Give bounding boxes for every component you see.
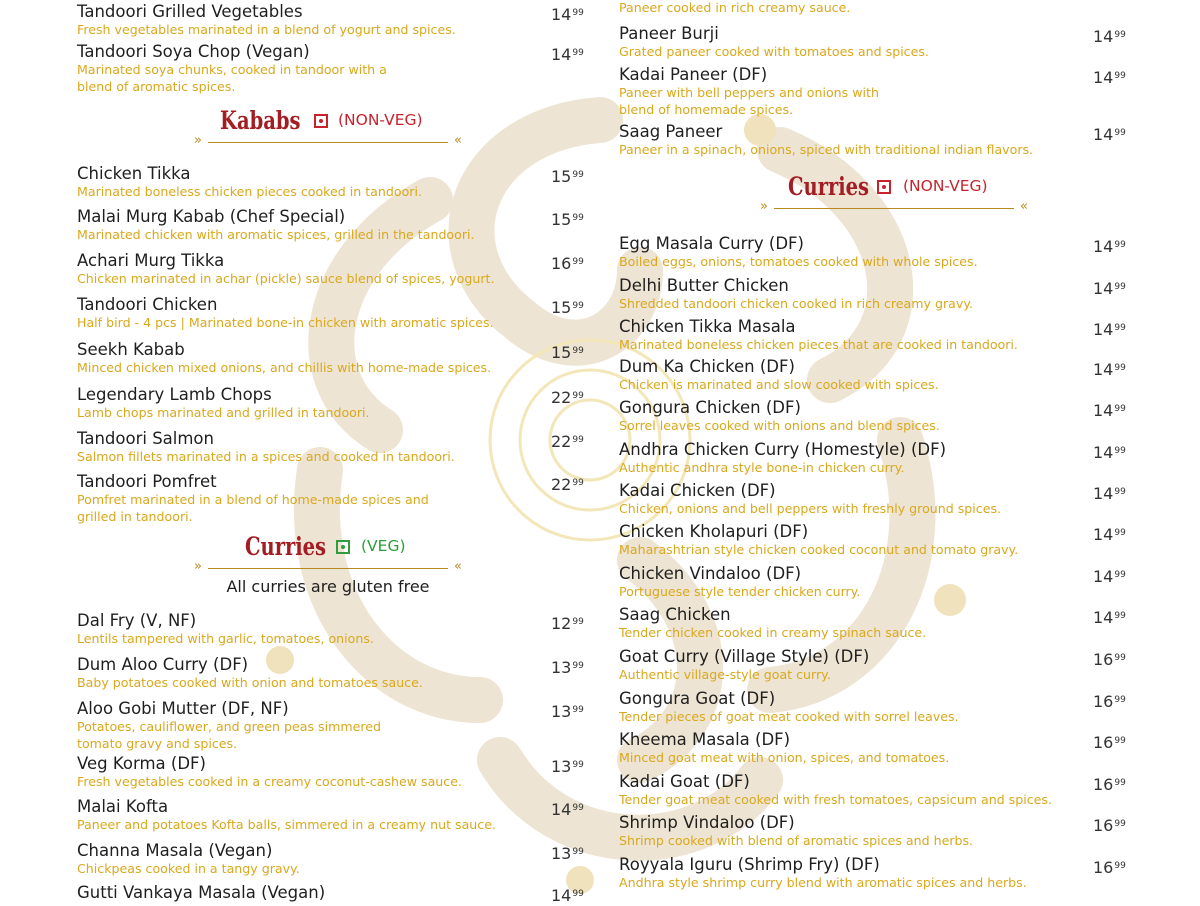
price-cents: 99 bbox=[572, 889, 584, 899]
price-cents: 99 bbox=[1114, 528, 1126, 538]
item-description: Baby potatoes cooked with onion and tomatoes sauce. bbox=[77, 675, 423, 690]
item-price bbox=[1093, 443, 1126, 463]
price-dollars: 16 bbox=[1093, 733, 1114, 752]
item-description: Sorrel leaves cooked with onions and blend spices. bbox=[619, 418, 940, 433]
price-dollars: 16 bbox=[1093, 650, 1114, 669]
nonveg-symbol-icon bbox=[877, 180, 891, 194]
section-tag: (NON-VEG) bbox=[903, 177, 988, 195]
item-price bbox=[1093, 279, 1126, 299]
item-description: Portuguese style tender chicken curry. bbox=[619, 584, 861, 599]
price-dollars: 15 bbox=[551, 298, 572, 317]
price-dollars: 13 bbox=[551, 844, 572, 863]
item-description: Fresh vegetables cooked in a creamy coconut-cashew sauce. bbox=[77, 774, 462, 789]
price-cents: 99 bbox=[572, 478, 584, 488]
item-description: Tender chicken cooked in creamy spinach sauce. bbox=[619, 625, 927, 640]
price-dollars: 14 bbox=[1093, 237, 1114, 256]
item-price bbox=[1093, 816, 1126, 836]
item-name: Tandoori Grilled Vegetables bbox=[77, 2, 303, 21]
item-description: Andhra style shrimp curry blend with aromatic spices and herbs. bbox=[619, 875, 1027, 890]
price-cents: 99 bbox=[1114, 695, 1126, 705]
item-price bbox=[551, 432, 584, 452]
item-description: Minced goat meat with onion, spices, and tomatoes. bbox=[619, 750, 950, 765]
item-price bbox=[551, 757, 584, 777]
item-price bbox=[551, 844, 584, 864]
item-description: Minced chicken mixed onions, and chillis with home-made spices. bbox=[77, 360, 492, 375]
price-cents: 99 bbox=[1114, 128, 1126, 138]
item-description: Marinated boneless chicken pieces cooked in tandoori. bbox=[77, 184, 422, 199]
item-description: Potatoes, cauliflower, and green peas simmered tomato gravy and spices. bbox=[77, 719, 382, 751]
price-dollars: 14 bbox=[1093, 68, 1114, 87]
item-price bbox=[1093, 608, 1126, 628]
price-dollars: 14 bbox=[1093, 27, 1114, 46]
item-name: Kadai Goat (DF) bbox=[619, 772, 750, 791]
item-name: Tandoori Soya Chop (Vegan) bbox=[77, 42, 310, 61]
item-description: Paneer in a spinach, onions, spiced with traditional indian flavors. bbox=[619, 142, 1034, 157]
item-name: Shrimp Vindaloo (DF) bbox=[619, 813, 795, 832]
item-price bbox=[551, 388, 584, 408]
item-name: Chicken Kholapuri (DF) bbox=[619, 522, 809, 541]
price-dollars: 14 bbox=[1093, 567, 1114, 586]
item-price bbox=[551, 702, 584, 722]
item-price bbox=[1093, 27, 1126, 47]
item-name: Seekh Kabab bbox=[77, 340, 185, 359]
price-cents: 99 bbox=[572, 48, 584, 58]
price-cents: 99 bbox=[1114, 240, 1126, 250]
item-price bbox=[1093, 775, 1126, 795]
price-dollars: 16 bbox=[1093, 858, 1114, 877]
price-dollars: 14 bbox=[1093, 360, 1114, 379]
section-divider bbox=[194, 133, 462, 149]
divider-right-ornament: « bbox=[454, 133, 462, 148]
price-dollars: 16 bbox=[551, 254, 572, 273]
item-name: Chicken Tikka Masala bbox=[619, 317, 796, 336]
item-description: Shrimp cooked with blend of aromatic spices and herbs. bbox=[619, 833, 974, 848]
price-cents: 99 bbox=[1114, 30, 1126, 40]
item-description: Pomfret marinated in a blend of home-made spices and grilled in tandoori. bbox=[77, 492, 429, 524]
item-price bbox=[551, 167, 584, 187]
item-description: Tender pieces of goat meat cooked with sorrel leaves. bbox=[619, 709, 959, 724]
item-name: Malai Kofta bbox=[77, 797, 169, 816]
item-description: Paneer and potatoes Kofta balls, simmered in a creamy nut sauce. bbox=[77, 817, 496, 832]
item-price bbox=[1093, 650, 1126, 670]
item-name: Dal Fry (V, NF) bbox=[77, 611, 197, 630]
divider-right-ornament: « bbox=[1020, 199, 1028, 214]
item-price bbox=[551, 886, 584, 906]
item-price bbox=[551, 343, 584, 363]
divider-left-ornament: » bbox=[760, 199, 768, 214]
section-title: Curries bbox=[788, 172, 870, 201]
price-cents: 99 bbox=[572, 847, 584, 857]
item-price bbox=[1093, 360, 1126, 380]
item-description: Paneer with bell peppers and onions with blend of homemade spices. bbox=[619, 85, 879, 117]
item-price bbox=[1093, 858, 1126, 878]
item-price bbox=[551, 658, 584, 678]
item-description: Shredded tandoori chicken cooked in rich creamy gravy. bbox=[619, 296, 973, 311]
item-description: Marinated boneless chicken pieces that are cooked in tandoori. bbox=[619, 337, 1018, 352]
item-description: Grated paneer cooked with tomatoes and spices. bbox=[619, 44, 929, 59]
price-cents: 99 bbox=[572, 617, 584, 627]
item-name: Veg Korma (DF) bbox=[77, 754, 206, 773]
item-description: Tender goat meat cooked with fresh tomatoes, capsicum and spices. bbox=[619, 792, 1052, 807]
price-dollars: 16 bbox=[1093, 692, 1114, 711]
item-price bbox=[1093, 733, 1126, 753]
section-header-veg-curries bbox=[77, 530, 585, 596]
item-price bbox=[551, 614, 584, 634]
item-description: Chicken marinated in achar (pickle) sauce blend of spices, yogurt. bbox=[77, 271, 495, 286]
item-description: Fresh vegetables marinated in a blend of yogurt and spices. bbox=[77, 22, 456, 37]
item-price bbox=[1093, 484, 1126, 504]
item-price bbox=[551, 5, 584, 25]
item-name: Legendary Lamb Chops bbox=[77, 385, 272, 404]
item-description: Maharashtrian style chicken cooked coconut and tomato gravy. bbox=[619, 542, 1019, 557]
price-dollars: 14 bbox=[1093, 443, 1114, 462]
section-tag: (VEG) bbox=[361, 537, 406, 555]
item-description: Chicken, onions and bell peppers with freshly ground spices. bbox=[619, 501, 1002, 516]
item-description: Lentils tampered with garlic, tomatoes, onions. bbox=[77, 631, 374, 646]
price-cents: 99 bbox=[1114, 736, 1126, 746]
item-name: Paneer Burji bbox=[619, 24, 719, 43]
item-name: Kadai Chicken (DF) bbox=[619, 481, 776, 500]
price-cents: 99 bbox=[572, 257, 584, 267]
price-dollars: 22 bbox=[551, 388, 572, 407]
price-cents: 99 bbox=[1114, 71, 1126, 81]
item-price bbox=[1093, 401, 1126, 421]
item-name: Saag Paneer bbox=[619, 122, 723, 141]
price-dollars: 15 bbox=[551, 167, 572, 186]
price-dollars: 13 bbox=[551, 702, 572, 721]
item-name: Achari Murg Tikka bbox=[77, 251, 225, 270]
price-dollars: 14 bbox=[1093, 608, 1114, 627]
divider-left-ornament: » bbox=[194, 133, 202, 148]
divider-right-ornament: « bbox=[454, 559, 462, 574]
price-cents: 99 bbox=[1114, 323, 1126, 333]
item-name: Aloo Gobi Mutter (DF, NF) bbox=[77, 699, 289, 718]
item-description: Lamb chops marinated and grilled in tandoori. bbox=[77, 405, 370, 420]
item-price bbox=[1093, 237, 1126, 257]
price-dollars: 14 bbox=[551, 800, 572, 819]
price-cents: 99 bbox=[1114, 570, 1126, 580]
price-cents: 99 bbox=[572, 301, 584, 311]
price-cents: 99 bbox=[1114, 861, 1126, 871]
price-cents: 99 bbox=[1114, 819, 1126, 829]
price-cents: 99 bbox=[1114, 778, 1126, 788]
item-description: Salmon fillets marinated in a spices and cooked in tandoori. bbox=[77, 449, 455, 464]
item-price bbox=[1093, 525, 1126, 545]
veg-symbol-icon bbox=[336, 540, 350, 554]
item-description: Half bird - 4 pcs | Marinated bone-in chicken with aromatic spices. bbox=[77, 315, 494, 330]
price-cents: 99 bbox=[1114, 611, 1126, 621]
item-description: Marinated soya chunks, cooked in tandoor with a blend of aromatic spices. bbox=[77, 62, 387, 94]
item-price bbox=[1093, 320, 1126, 340]
item-name: Tandoori Chicken bbox=[77, 295, 218, 314]
item-name: Channa Masala (Vegan) bbox=[77, 841, 273, 860]
item-name: Kadai Paneer (DF) bbox=[619, 65, 768, 84]
price-dollars: 22 bbox=[551, 432, 572, 451]
price-cents: 99 bbox=[572, 661, 584, 671]
item-name: Dum Ka Chicken (DF) bbox=[619, 357, 795, 376]
price-dollars: 14 bbox=[551, 886, 572, 905]
price-dollars: 14 bbox=[551, 5, 572, 24]
item-price bbox=[551, 475, 584, 495]
price-dollars: 14 bbox=[1093, 525, 1114, 544]
price-dollars: 13 bbox=[551, 757, 572, 776]
price-cents: 99 bbox=[1114, 282, 1126, 292]
item-name: Gongura Goat (DF) bbox=[619, 689, 776, 708]
section-divider bbox=[760, 199, 1028, 215]
section-title: Kababs bbox=[220, 106, 301, 135]
price-dollars: 16 bbox=[1093, 775, 1114, 794]
item-name: Royyala Iguru (Shrimp Fry) (DF) bbox=[619, 855, 880, 874]
item-name: Saag Chicken bbox=[619, 605, 731, 624]
price-dollars: 14 bbox=[551, 45, 572, 64]
item-price bbox=[1093, 125, 1126, 145]
divider-left-ornament: » bbox=[194, 559, 202, 574]
item-price bbox=[551, 45, 584, 65]
section-title: Curries bbox=[245, 532, 327, 561]
section-note: All curries are gluten free bbox=[226, 577, 430, 596]
section-header-kababs bbox=[77, 104, 585, 156]
item-name: Andhra Chicken Curry (Homestyle) (DF) bbox=[619, 440, 947, 459]
price-cents: 99 bbox=[572, 391, 584, 401]
item-description: Authentic village-style goat curry. bbox=[619, 667, 831, 682]
price-dollars: 13 bbox=[551, 658, 572, 677]
price-cents: 99 bbox=[572, 803, 584, 813]
item-description: Marinated chicken with aromatic spices, grilled in the tandoori. bbox=[77, 227, 475, 242]
item-price bbox=[1093, 567, 1126, 587]
price-dollars: 12 bbox=[551, 614, 572, 633]
price-cents: 99 bbox=[572, 705, 584, 715]
item-price bbox=[1093, 692, 1126, 712]
price-cents: 99 bbox=[572, 760, 584, 770]
section-header-nonveg-curries bbox=[619, 170, 1127, 222]
item-price bbox=[551, 800, 584, 820]
item-description: Paneer cooked in rich creamy sauce. bbox=[619, 0, 851, 15]
item-name: Malai Murg Kabab (Chef Special) bbox=[77, 207, 346, 226]
price-dollars: 16 bbox=[1093, 816, 1114, 835]
price-dollars: 14 bbox=[1093, 401, 1114, 420]
section-tag: (NON-VEG) bbox=[338, 111, 423, 129]
item-name: Dum Aloo Curry (DF) bbox=[77, 655, 249, 674]
price-cents: 99 bbox=[572, 435, 584, 445]
price-dollars: 14 bbox=[1093, 484, 1114, 503]
item-name: Chicken Tikka bbox=[77, 164, 191, 183]
price-cents: 99 bbox=[572, 346, 584, 356]
item-name: Egg Masala Curry (DF) bbox=[619, 234, 804, 253]
item-description: Chickpeas cooked in a tangy gravy. bbox=[77, 861, 300, 876]
price-cents: 99 bbox=[1114, 446, 1126, 456]
item-name: Gongura Chicken (DF) bbox=[619, 398, 801, 417]
item-price bbox=[551, 298, 584, 318]
price-dollars: 22 bbox=[551, 475, 572, 494]
item-name: Kheema Masala (DF) bbox=[619, 730, 791, 749]
item-description: Authentic andhra style bone-in chicken curry. bbox=[619, 460, 905, 475]
price-dollars: 14 bbox=[1093, 279, 1114, 298]
nonveg-symbol-icon bbox=[314, 114, 328, 128]
section-divider bbox=[194, 559, 462, 575]
price-cents: 99 bbox=[1114, 653, 1126, 663]
item-name: Goat Curry (Village Style) (DF) bbox=[619, 647, 870, 666]
price-cents: 99 bbox=[572, 8, 584, 18]
item-name: Tandoori Pomfret bbox=[77, 472, 217, 491]
price-cents: 99 bbox=[572, 213, 584, 223]
price-cents: 99 bbox=[1114, 487, 1126, 497]
item-description: Boiled eggs, onions, tomatoes cooked with whole spices. bbox=[619, 254, 978, 269]
item-description: Chicken is marinated and slow cooked with spices. bbox=[619, 377, 939, 392]
price-cents: 99 bbox=[1114, 363, 1126, 373]
item-price bbox=[551, 210, 584, 230]
price-dollars: 15 bbox=[551, 210, 572, 229]
price-dollars: 15 bbox=[551, 343, 572, 362]
price-cents: 99 bbox=[572, 170, 584, 180]
item-price bbox=[551, 254, 584, 274]
price-cents: 99 bbox=[1114, 404, 1126, 414]
item-name: Tandoori Salmon bbox=[77, 429, 214, 448]
price-dollars: 14 bbox=[1093, 320, 1114, 339]
price-dollars: 14 bbox=[1093, 125, 1114, 144]
item-name: Gutti Vankaya Masala (Vegan) bbox=[77, 883, 326, 902]
item-price bbox=[1093, 68, 1126, 88]
item-name: Chicken Vindaloo (DF) bbox=[619, 564, 802, 583]
item-name: Delhi Butter Chicken bbox=[619, 276, 789, 295]
